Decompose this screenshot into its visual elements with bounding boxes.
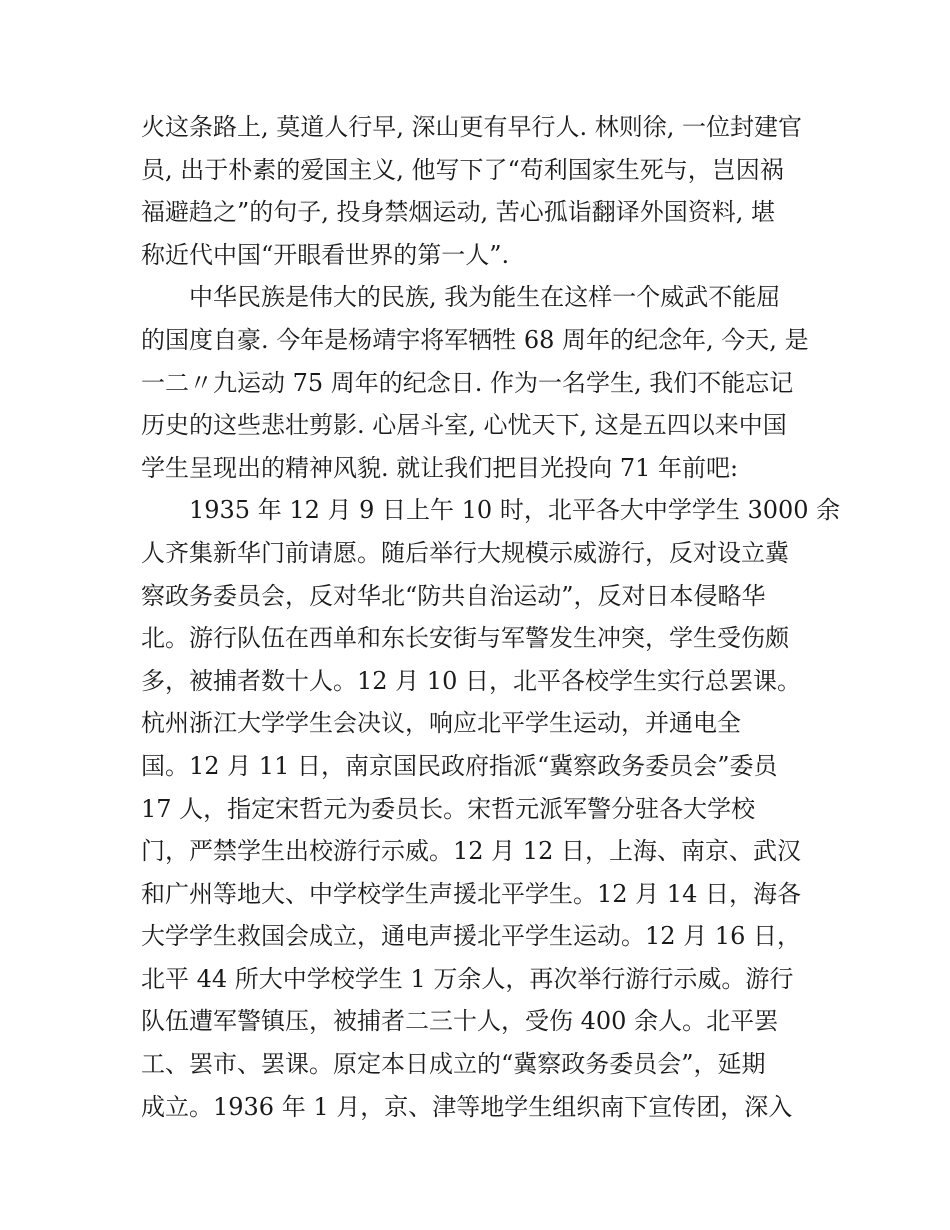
text-line: 员, 出于朴素的爱国主义, 他写下了“苟利国家生死与，岂因祸 xyxy=(141,155,784,184)
paragraph-lin-zexu xyxy=(141,106,816,276)
paragraph-chinese-nation xyxy=(141,276,816,489)
text-line: 历史的这些悲壮剪影. 心居斗室, 心忧天下, 这是五四以来中国 xyxy=(141,411,787,440)
text-line: 工、罢市、罢课。原定本日成立的“冀察政务委员会”，延期 xyxy=(141,1050,766,1079)
text-line: 队伍遭军警镇压，被捕者二三十人，受伤 400 余人。北平罢 xyxy=(141,1007,779,1036)
text-line: 杭州浙江大学学生会决议，响应北平学生运动，并通电全 xyxy=(141,709,741,738)
text-line: 学生呈现出的精神风貌. 就让我们把目光投向 71 年前吧: xyxy=(141,453,739,482)
text-line: 察政务委员会，反对华北“防共自治运动”，反对日本侵略华 xyxy=(141,581,766,610)
text-line: 和广州等地大、中学校学生声援北平学生。12 月 14 日，海各 xyxy=(141,879,801,908)
text-line: 的国度自豪. 今年是杨靖宇将军牺牲 68 周年的纪念年, 今天, 是 xyxy=(141,325,809,354)
document-body xyxy=(141,106,841,1128)
text-line: 北。游行队伍在西单和东长安街与军警发生冲突，学生受伤颇 xyxy=(141,624,789,653)
text-line: 火这条路上, 莫道人行早, 深山更有早行人. 林则徐, 一位封建官 xyxy=(141,113,803,141)
text-line: 1935 年 12 月 9 日上午 10 时，北平各大中学学生 3000 余 xyxy=(189,496,841,525)
text-line: 一二〃九运动 75 周年的纪念日. 作为一名学生, 我们不能忘记 xyxy=(141,368,794,397)
text-line: 北平 44 所大中学校学生 1 万余人，再次举行游行示威。游行 xyxy=(141,964,794,993)
text-line: 成立。1936 年 1 月，京、津等地学生组织南下宣传团，深入 xyxy=(141,1092,793,1121)
text-line: 大学学生救国会成立，通电声援北平学生运动。12 月 16 日， xyxy=(141,922,801,951)
text-line: 17 人，指定宋哲元为委员长。宋哲元派军警分驻各大学校 xyxy=(141,794,756,823)
text-line: 称近代中国“开眼看世界的第一人”. xyxy=(141,240,510,269)
text-line: 人齐集新华门前请愿。随后举行大规模示威游行，反对设立冀 xyxy=(141,538,789,567)
text-line: 国。12 月 11 日，南京国民政府指派“冀察政务委员会”委员 xyxy=(141,751,778,780)
text-line: 门，严禁学生出校游行示威。12 月 12 日，上海、南京、武汉 xyxy=(141,837,801,866)
text-line: 福避趋之”的句子, 投身禁烟运动, 苦心孤诣翻译外国资料, 堪 xyxy=(141,198,776,227)
text-line: 多，被捕者数十人。12 月 10 日，北平各校学生实行总罢课。 xyxy=(141,666,801,695)
text-line: 中华民族是伟大的民族, 我为能生在这样一个威武不能屈 xyxy=(189,283,781,312)
paragraph-december-ninth xyxy=(141,489,841,1128)
